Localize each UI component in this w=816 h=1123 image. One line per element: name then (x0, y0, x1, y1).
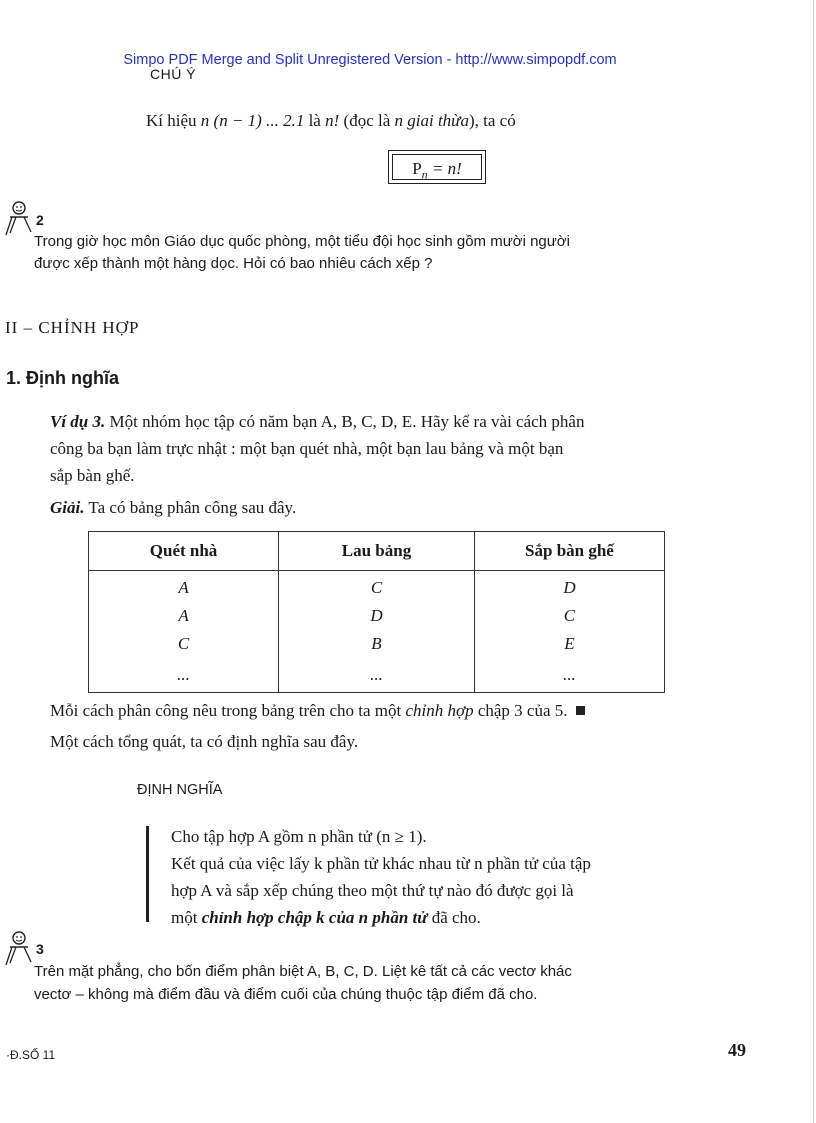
table-cell: A (89, 571, 279, 603)
watermark: Simpo PDF Merge and Split Unregistered Version - http://www.simpopdf.com (123, 52, 617, 68)
example-line2: công ba bạn làm trực nhật : một bạn quét nhà, một bạn lau bảng và một bạn (50, 439, 564, 458)
note-text: Kí hiệu n (n − 1) ... 2.1 là n! (đọc là n giai thừa), ta có (146, 111, 516, 130)
page-number: 49 (728, 1040, 746, 1060)
table-cell: ... (279, 658, 475, 693)
definition-line2: Kết quả của việc lấy k phần tử khác nhau từ n phần tử của tập (171, 854, 591, 873)
section-title: II – CHỈNH HỢP (5, 318, 140, 337)
definition-line3: hợp A và sắp xếp chúng theo một thứ tự nào đó được gọi là (171, 881, 574, 900)
table-cell: A (89, 602, 279, 630)
table-header: Lau bảng (279, 532, 475, 571)
table-header: Sắp bàn ghế (474, 532, 664, 571)
table-cell: D (474, 571, 664, 603)
pencil-person-icon (4, 930, 34, 966)
table-header: Quét nhà (89, 532, 279, 571)
formula-box (388, 150, 486, 184)
table-cell: C (474, 602, 664, 630)
end-square-icon (576, 706, 585, 715)
example-line3: sắp bàn ghế. (50, 466, 135, 485)
example-line1: Ví dụ 3. Một nhóm học tập có năm bạn A, B, C, D, E. Hãy kể ra vài cách phân (50, 412, 585, 431)
task2-line1: Trong giờ học môn Giáo dục quốc phòng, một tiểu đội học sinh gồm mười người (34, 233, 570, 250)
table-row (89, 630, 665, 658)
after-table-line1: Mỗi cách phân công nêu trong bảng trên cho ta một chỉnh hợp chập 3 của 5. (50, 697, 585, 724)
table-cell: ... (474, 658, 664, 693)
definition-bar (146, 826, 149, 922)
table-cell: C (89, 630, 279, 658)
after-table-line2: Một cách tổng quát, ta có định nghĩa sau đây. (50, 732, 359, 751)
pencil-person-icon (4, 200, 34, 236)
table-row (89, 602, 665, 630)
task-number: 3 (36, 941, 44, 957)
formula: $P_n = n$! (392, 154, 482, 180)
task3-line2: vectơ – không mà điểm đầu và điểm cuối của chúng thuộc tập điểm đã cho. (34, 986, 538, 1003)
table-header-row (89, 532, 665, 571)
task3-line1: Trên mặt phẳng, cho bốn điểm phân biệt A, B, C, D. Liệt kê tất cả các vectơ khác (34, 963, 572, 980)
definition-line1: Cho tập hợp A gồm n phần tử (n ≥ 1). (171, 827, 427, 846)
task-number: 2 (36, 212, 44, 228)
solution-line: Giải. Ta có bảng phân công sau đây. (50, 498, 297, 517)
page-edge (813, 0, 814, 1123)
definition-line4: một chỉnh hợp chập k của n phần tử đã cho. (171, 908, 481, 927)
definition-label: ĐỊNH NGHĨA (137, 782, 223, 798)
footer-book-label: ·Đ.SỐ 11 (6, 1048, 56, 1062)
task2-line2: được xếp thành một hàng dọc. Hỏi có bao nhiêu cách xếp ? (34, 255, 433, 272)
definition-heading: 1. Định nghĩa (6, 368, 120, 388)
table-cell: E (474, 630, 664, 658)
assignment-table (88, 531, 665, 693)
table-cell: C (279, 571, 475, 603)
table-cell: D (279, 602, 475, 630)
table-cell: ... (89, 658, 279, 693)
table-row (89, 571, 665, 603)
table-row (89, 658, 665, 693)
table-cell: B (279, 630, 475, 658)
note-label: CHÚ Ý (150, 66, 197, 82)
